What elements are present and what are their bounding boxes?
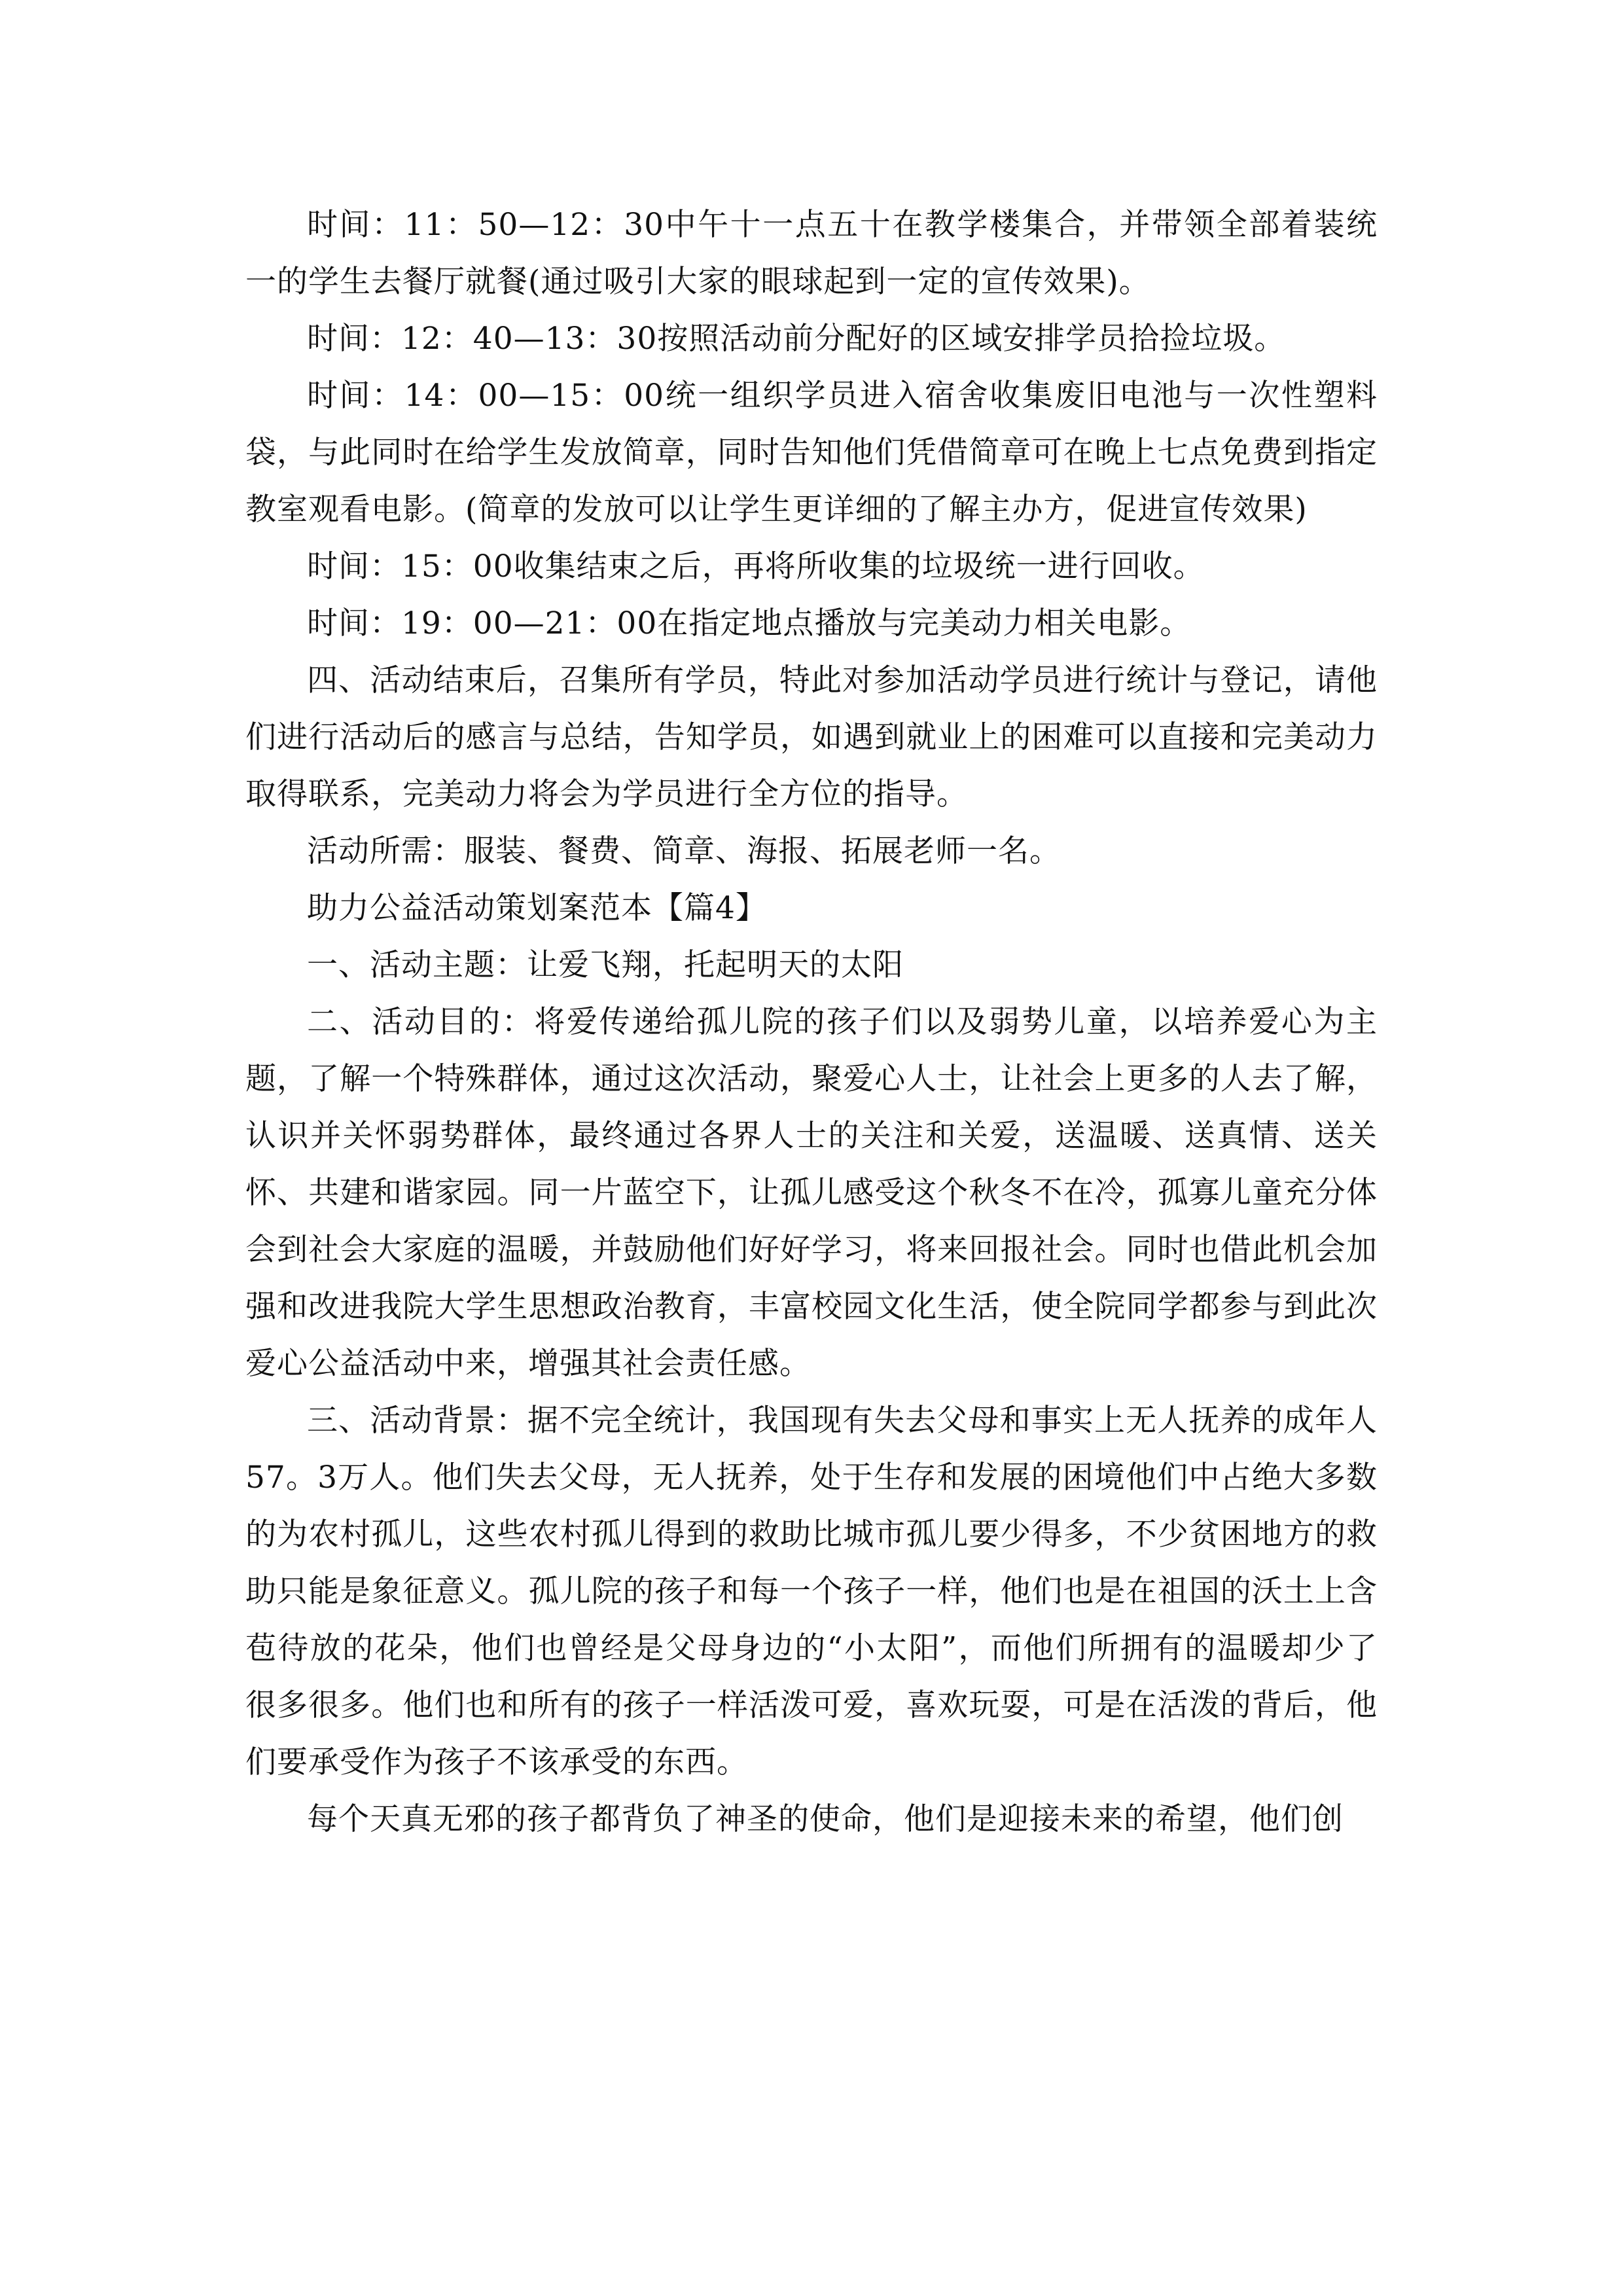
- paragraph-requirements: 活动所需：服装、餐费、简章、海报、拓展老师一名。: [307, 833, 1061, 869]
- paragraph-background: 三、活动背景：据不完全统计，我国现有失去父母和事实上无人抚养的成年人57。3万人。他们失去父母，无人抚养，处于生存和发展的困境他们中占绝大多数的为农村孤儿，这些农村孤儿得到的救助比城市孤儿要少得多，不少贫困地方的救助只能是象征意义。孤儿院的孩子和每一个孩子一样，他们也是在祖国的沃土上含苞待放的花朵，他们也曾经是父母身边的“小太阳”，而他们所拥有的温暖却少了很多很多。他们也和所有的孩子一样活泼可爱，喜欢玩耍，可是在活泼的背后，他们要承受作为孩子不该承受的东西。: [245, 1403, 1378, 1780]
- paragraph-purpose: 二、活动目的：将爱传递给孤儿院的孩子们以及弱势儿童，以培养爱心为主题，了解一个特殊群体，通过这次活动，聚爱心人士，让社会上更多的人去了解，认识并关怀弱势群体，最终通过各界人士的关注和关爱，送温暖、送真情、送关怀、共建和谐家园。同一片蓝空下，让孤儿感受这个秋冬不在冷，孤寡儿童充分体会到社会大家庭的温暖，并鼓励他们好好学习，将来回报社会。同时也借此机会加强和改进我院大学生思想政治教育，丰富校园文化生活，使全院同学都参与到此次爱心公益活动中来，增强其社会责任感。: [245, 1004, 1378, 1382]
- section-heading: 助力公益活动策划案范本【篇4】: [307, 890, 767, 926]
- paragraph-mission: 每个天真无邪的孩子都背负了神圣的使命，他们是迎接未来的希望，他们创: [307, 1801, 1344, 1837]
- paragraph-schedule-cleanup: 时间：12：40—13：30按照活动前分配好的区域安排学员拾捡垃圾。: [307, 321, 1286, 357]
- paragraph-section-four: 四、活动结束后，召集所有学员，特此对参加活动学员进行统计与登记，请他们进行活动后的感言与总结，告知学员，如遇到就业上的困难可以直接和完美动力取得联系，完美动力将会为学员进行全方位的指导。: [245, 662, 1378, 812]
- paragraph-schedule-recycle: 时间：15：00收集结束之后，再将所收集的垃圾统一进行回收。: [307, 548, 1205, 584]
- paragraph-theme: 一、活动主题：让爱飞翔，托起明天的太阳: [307, 947, 904, 983]
- paragraph-schedule-movie: 时间：19：00—21：00在指定地点播放与完美动力相关电影。: [307, 605, 1192, 641]
- paragraph-schedule-collection: 时间：14：00—15：00统一组织学员进入宿舍收集废旧电池与一次性塑料袋，与此同时在给学生发放简章，同时告知他们凭借简章可在晚上七点免费到指定教室观看电影。(简章的发放可以让学生更详细的了解主办方，促进宣传效果): [245, 378, 1378, 528]
- document-body: [245, 196, 1378, 1848]
- paragraph-schedule-lunch: 时间：11：50—12：30中午十一点五十在教学楼集合，并带领全部着装统一的学生去餐厅就餐(通过吸引大家的眼球起到一定的宣传效果)。: [245, 207, 1378, 300]
